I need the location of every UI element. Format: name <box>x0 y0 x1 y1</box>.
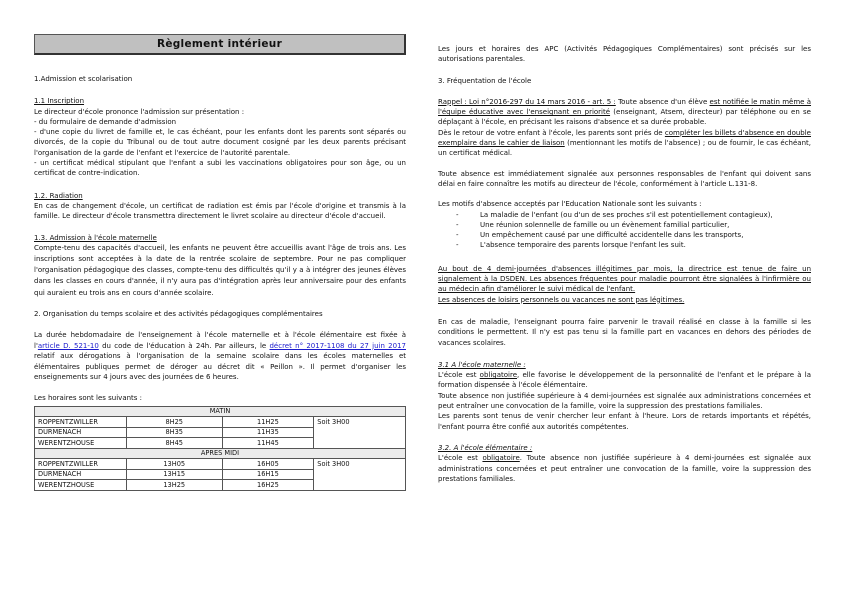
start-cell: 8H35 <box>126 427 222 438</box>
maternelle-retard-text: Les parents sont tenus de venir chercher leur enfant à l'heure. Lors de retards importants et répétés, l'enfant pourra être confié aux autorités compétentes. <box>438 412 811 431</box>
start-cell: 8H25 <box>126 417 222 428</box>
table-row <box>35 448 406 459</box>
document-title <box>34 34 406 55</box>
inscription-item: - un certificat médical stipulant que l'enfant a subi les vaccinations obligatoires pour son âge, ou un certificat de contre-indication. <box>34 159 406 178</box>
text-fragment: du code de l'éducation à 24h. Par ailleurs, le <box>98 341 270 350</box>
school-cell: WERENTZHOUSE <box>35 438 127 449</box>
end-cell: 11H25 <box>222 417 314 428</box>
rappel-paragraph <box>438 97 811 128</box>
text-fragment: L'école est <box>438 454 483 463</box>
radiation-text: En cas de changement d'école, un certificat de radiation est émis par l'école d'origine et transmis à la famille. Le directeur d'école transmettra directement le livret scolaire au directeur d'école d'accueil. <box>34 201 406 221</box>
motifs-list <box>456 210 811 251</box>
obligatoire-underlined: obligatoire <box>479 371 518 380</box>
rappel-underlined: est notifiée le matin même à l'équipe éducative avec l'enseignant en priorité <box>438 97 812 117</box>
inscription-item: - du formulaire de demande d'admission <box>34 117 177 126</box>
immediate-text: Toute absence est immédiatement signalée aux personnes responsables de l'enfant qui doivent sans délai en faire connaître les motifs au directeur de l'école, conformément à l'article L.131-8. <box>438 169 811 188</box>
radiation-heading: 1.2. Radiation <box>34 191 83 200</box>
afternoon-header: APRES MIDI <box>35 448 406 459</box>
list-item: - La maladie de l'enfant (ou d'un de ses proches s'il est potentiellement contagieux), <box>456 210 811 220</box>
schedule-intro: Les horaires sont les suivants : <box>34 393 143 402</box>
dsden-text: Au bout de 4 demi-journées d'absences illégitimes par mois, la directrice est tenue de faire un signalement à la DSDEN. Les absences fréquentes pour maladie pourront être signalées à l'infirmière ou au médecin afin d'améliorer le suivi médical de l'enfant. <box>438 264 811 294</box>
retour-paragraph <box>438 128 811 159</box>
school-cell: ROPPENTZWILLER <box>35 417 127 428</box>
inscription-intro: Le directeur d'école prononce l'admission sur présentation : <box>34 107 245 116</box>
schedule-table <box>34 406 406 491</box>
inscription-item: - d'une copie du livret de famille et, le cas échéant, pour les enfants dont les parents sont séparés ou divorcés, de la copie du Tribunal ou de tout autre document cosigné par les deux parents précisant l'organisation de la garde de l'enfant et l'exercice de l'autorité parentale. <box>34 128 406 157</box>
total-cell: Soit 3H00 <box>314 459 406 491</box>
school-cell: DURMENACH <box>35 469 127 480</box>
text-fragment: (mentionnant les motifs de l'absence) ; ou de fournir, le cas échéant, un certificat médical. <box>438 139 811 158</box>
end-cell: 11H35 <box>222 427 314 438</box>
section-1-heading: 1.Admission et scolarisation <box>34 75 133 83</box>
billets-underlined: compléter les billets d'absence en double exemplaire dans le cahier de liaison <box>438 128 811 148</box>
text-fragment: . Toute absence non justifiée supérieure à 4 demi-journées est signalée aux administrations concernées et peut entraîner une convocation de la famille, voire la suppression des prestations familiales. <box>438 454 811 483</box>
obligatoire-underlined: obligatoire <box>482 454 520 463</box>
list-item: - Un empêchement causé par une difficulté accidentelle dans les transports, <box>456 230 811 240</box>
text-fragment: (enseignant, Atsem, directeur) par téléphone ou en se déplaçant à l'école, en précisant les raisons d'absence et sa durée probable. <box>438 108 811 127</box>
start-cell: 13H05 <box>126 459 222 470</box>
maternelle-heading: 3.1 A l'école maternelle : <box>438 360 526 369</box>
text-fragment: La durée hebdomadaire de l'enseignement à l'école maternelle et à l'école élémentaire est fixée à l' <box>34 331 406 350</box>
section-3-heading: 3. Fréquentation de l'école <box>438 76 532 85</box>
start-cell: 13H25 <box>126 480 222 491</box>
maternelle-admission-heading: 1.3. Admission à l'école maternelle <box>34 233 157 242</box>
rappel-lead: Rappel : Loi n°2016-297 du 14 mars 2016 - art. 5 : <box>438 97 616 106</box>
text-fragment: L'école est <box>438 371 480 380</box>
end-cell: 16H15 <box>222 469 314 480</box>
section-2-heading: 2. Organisation du temps scolaire et des activités pédagogiques complémentaires <box>34 309 323 318</box>
left-column <box>34 34 406 491</box>
total-cell: Soit 3H00 <box>314 417 406 449</box>
maladie-text: En cas de maladie, l'enseignant pourra faire parvenir le travail réalisé en classe à la famille si les conditions le permettent. Il n'y est pas tenu si la famille part en vacances en dehors des périodes de vacances scolaires. <box>438 317 811 347</box>
motifs-intro: Les motifs d'absence acceptés par l'Education Nationale sont les suivants : <box>438 200 702 209</box>
elementaire-paragraph <box>438 453 811 484</box>
title-text: Règlement intérieur <box>156 37 283 50</box>
text-fragment: relatif aux dérogations à l'organisation de la semaine scolaire dans les écoles maternelles et élémentaires publiques permet de déroger au décret dit « Peillon ». Il permet d'organiser les enseignements sur 4 jours avec des journées de 6 heures. <box>34 352 406 382</box>
table-row <box>35 459 406 470</box>
end-cell: 16H25 <box>222 480 314 491</box>
elementaire-heading: 3.2. A l'école élémentaire : <box>438 443 533 452</box>
apc-text: Les jours et horaires des APC (Activités Pédagogiques Complémentaires) sont précisés sur les autorisations parentales. <box>438 45 811 64</box>
school-cell: ROPPENTZWILLER <box>35 459 127 470</box>
morning-header: MATIN <box>35 406 406 417</box>
maternelle-admission-text: Compte-tenu des capacités d'accueil, les enfants ne peuvent être accueillis avant l'âge de trois ans. Les inscriptions sont acceptées à la date de la rentrée scolaire de septembre. Pour ne pas compliquer l'organisation pédagogique des classes, compte-tenu des difficultés qu'il y a à intégrer des jeunes élèves dans les classes en cours d'année, il n'y aura pas d'intégration après leur anniversaire pour des enfants qui auraient eu trois ans en cours d'année scolaire. <box>34 243 406 297</box>
start-cell: 13H15 <box>126 469 222 480</box>
table-row <box>35 406 406 417</box>
maternelle-paragraph <box>438 370 811 391</box>
text-fragment: Toute absence d'un élève <box>615 97 710 106</box>
school-cell: DURMENACH <box>35 427 127 438</box>
inscription-heading: 1.1 Inscription <box>34 97 85 106</box>
article-link[interactable]: article D. 521-10 <box>37 341 99 350</box>
start-cell: 8H45 <box>126 438 222 449</box>
section-2-text <box>34 330 406 383</box>
decret-link[interactable]: décret n° 2017-1108 du 27 juin 2017 <box>269 341 406 350</box>
school-cell: WERENTZHOUSE <box>35 480 127 491</box>
list-item: - L'absence temporaire des parents lorsque l'enfant les suit. <box>456 240 811 250</box>
list-item: - Une réunion solennelle de famille ou un évènement familial particulier, <box>456 220 811 230</box>
end-cell: 16H05 <box>222 459 314 470</box>
text-fragment: Dès le retour de votre enfant à l'école, les parents sont priés de <box>438 128 665 137</box>
text-fragment: , elle favorise le développement de la personnalité de l'enfant et le prépare à la formation dispensée à l'école élémentaire. <box>438 371 811 390</box>
maternelle-absence-text: Toute absence non justifiée supérieure à 4 demi-journées est signalée aux administrations concernées et peut entraîner une convocation de la famille, voire la suppression des prestations familiales. <box>438 391 811 411</box>
table-row <box>35 417 406 428</box>
end-cell: 11H45 <box>222 438 314 449</box>
right-column <box>438 44 811 484</box>
loisirs-text: Les absences de loisirs personnels ou vacances ne sont pas légitimes. <box>438 295 685 304</box>
